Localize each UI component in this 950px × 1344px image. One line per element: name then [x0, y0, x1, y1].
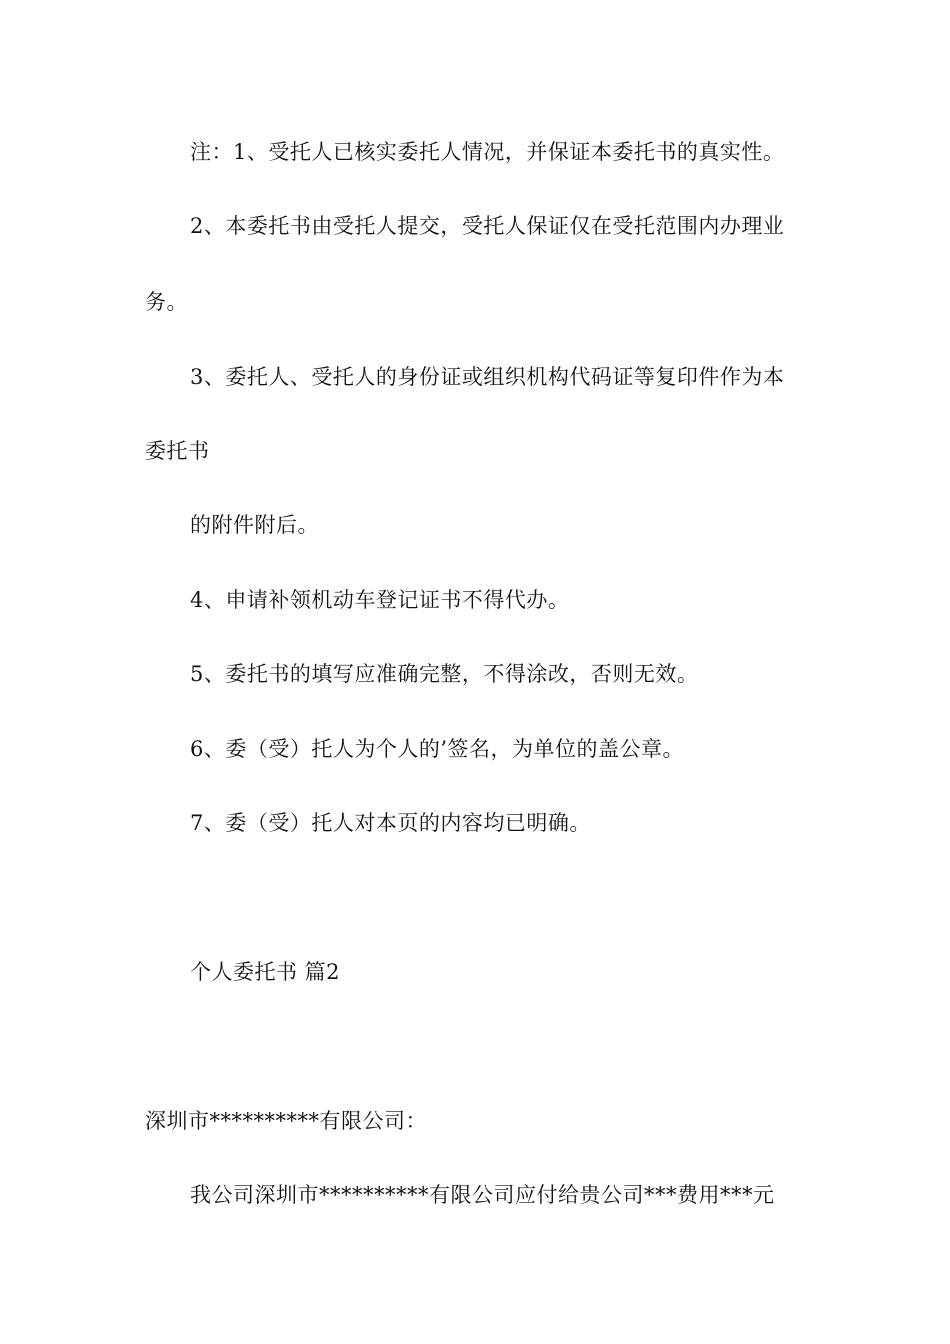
note-item-2: 2、本委托书由受托人提交，受托人保证仅在受托范围内办理业 — [190, 214, 785, 238]
note-item-3-continued-2: 的附件附后。 — [190, 513, 319, 537]
note-item-4: 4、申请补领机动车登记证书不得代办。 — [190, 588, 570, 612]
section-heading: 个人委托书 篇2 — [190, 960, 341, 984]
note-item-6: 6、委（受）托人为个人的’签名，为单位的盖公章。 — [190, 737, 685, 761]
note-item-3: 3、委托人、受托人的身份证或组织机构代码证等复印件作为本 — [190, 365, 785, 389]
note-item-7: 7、委（受）托人对本页的内容均已明确。 — [190, 811, 591, 835]
note-item-1: 注：1、受托人已核实委托人情况，并保证本委托书的真实性。 — [190, 140, 785, 164]
body-paragraph: 我公司深圳市**********有限公司应付给贵公司***费用***元 — [190, 1183, 775, 1207]
note-item-5: 5、委托书的填写应准确完整，不得涂改，否则无效。 — [190, 662, 699, 686]
addressee: 深圳市**********有限公司： — [145, 1109, 427, 1133]
note-item-2-continued: 务。 — [145, 290, 188, 314]
note-item-3-continued: 委托书 — [145, 439, 210, 463]
